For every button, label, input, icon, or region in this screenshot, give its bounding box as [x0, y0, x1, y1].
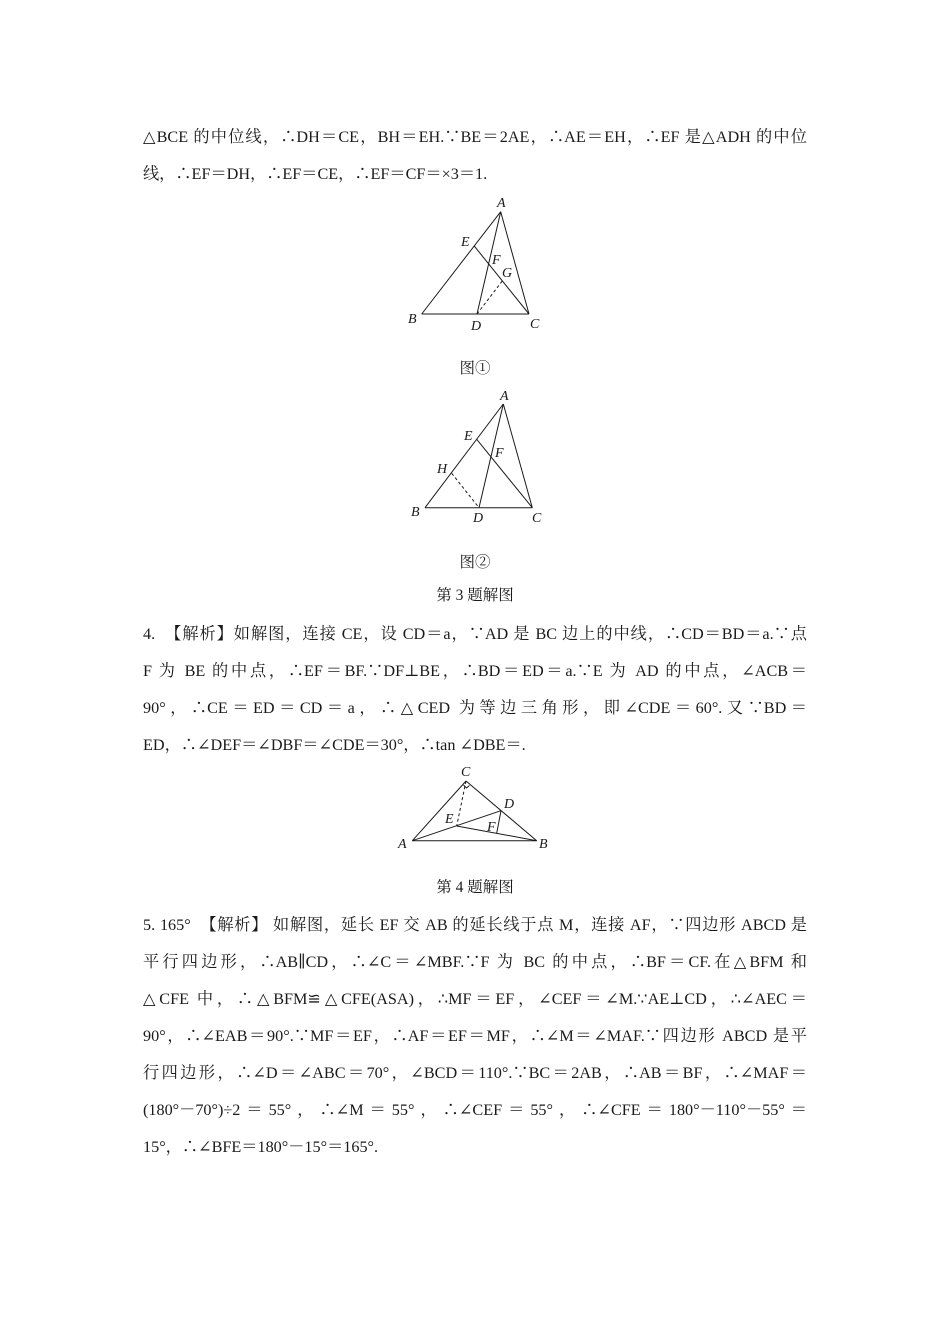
fig4-label-c: C	[461, 765, 471, 780]
p5-line-6: (180°－70°)÷2＝55°，∴∠M＝55°，∴∠CEF＝55°，∴∠CFE＝180°－110°－55°＝	[143, 1101, 807, 1119]
p5-line-1: 5. 165° 【解析】 如解图，延长 EF 交 AB 的延长线于点 M，连接 AF，∵四边形 ABCD 是	[143, 916, 807, 934]
fig1-label-c: C	[530, 317, 540, 332]
figure-1-caption: 图①	[459, 360, 491, 377]
p5-line-7: 15°，∴∠BFE＝180°－15°＝165°.	[143, 1138, 379, 1156]
fig2-label-e: E	[464, 429, 473, 444]
p4-line-4: ED，∴∠DEF＝∠DBF＝∠CDE＝30°，∴tan ∠DBE＝.	[143, 736, 526, 754]
p5-line-2: 平行四边形，∴AB∥CD，∴∠C＝∠MBF.∵F 为 BC 的中点，∴BF＝CF.在△BFM 和	[143, 953, 807, 971]
p4-line-3: 90°，∴CE＝ED＝CD＝a，∴△CED 为等边三角形，即∠CDE＝60°.又∵BD＝	[143, 699, 807, 717]
fig1-label-d: D	[471, 319, 482, 334]
p3-line-2: 线，∴EF＝DH，∴EF＝CE，∴EF＝CF＝×3＝1.	[143, 165, 488, 183]
fig4-label-b: B	[539, 837, 548, 852]
fig4-label-d: D	[504, 797, 515, 812]
p4-line-2: F 为 BE 的中点，∴EF＝BF.∵DF⊥BE，∴BD＝ED＝a.∵E 为 AD 的中点，∠ACB＝	[143, 662, 807, 680]
problem-3-figure-caption: 第 3 题解图	[436, 587, 514, 604]
p5-line-3: △CFE 中，∴△BFM≌△CFE(ASA)，∴MF＝EF，∠CEF＝∠M.∵AE⊥CD，∴∠AEC＝	[143, 990, 807, 1008]
p5-line-5: 行四边形，∴∠D＝∠ABC＝70°，∠BCD＝110°.∵BC＝2AB，∴AB＝BF，∴∠MAF＝	[143, 1064, 807, 1082]
problem-4-figure-caption: 第 4 题解图	[436, 879, 514, 896]
fig2-label-h: H	[437, 462, 448, 477]
p5-line-4: 90°，∴∠EAB＝90°.∵MF＝EF，∴AF＝EF＝MF，∴∠M＝∠MAF.∵四边形 ABCD 是平	[143, 1027, 807, 1045]
fig4-label-a: A	[398, 837, 407, 852]
fig1-label-f: F	[492, 253, 501, 268]
fig1-label-g: G	[502, 266, 513, 281]
fig1-label-e: E	[461, 235, 470, 250]
fig1-label-a: A	[497, 196, 506, 211]
fig2-label-f: F	[495, 446, 504, 461]
fig2-label-a: A	[500, 389, 509, 404]
p4-line-1: 4. 【解析】如解图，连接 CE，设 CD＝a，∵AD 是 BC 边上的中线，∴CD＝BD＝a.∵点	[143, 625, 807, 643]
p3-line-1: △BCE 的中位线，∴DH＝CE，BH＝EH.∵BE＝2AE，∴AE＝EH，∴EF 是△ADH 的中位	[143, 128, 807, 146]
fig2-label-d: D	[473, 511, 484, 526]
fig2-label-c: C	[532, 511, 542, 526]
fig4-label-e: E	[445, 812, 454, 827]
fig2-label-b: B	[411, 505, 420, 520]
fig1-label-b: B	[408, 312, 417, 327]
fig4-label-f: F	[487, 820, 496, 835]
figure-2-caption: 图②	[459, 554, 491, 571]
